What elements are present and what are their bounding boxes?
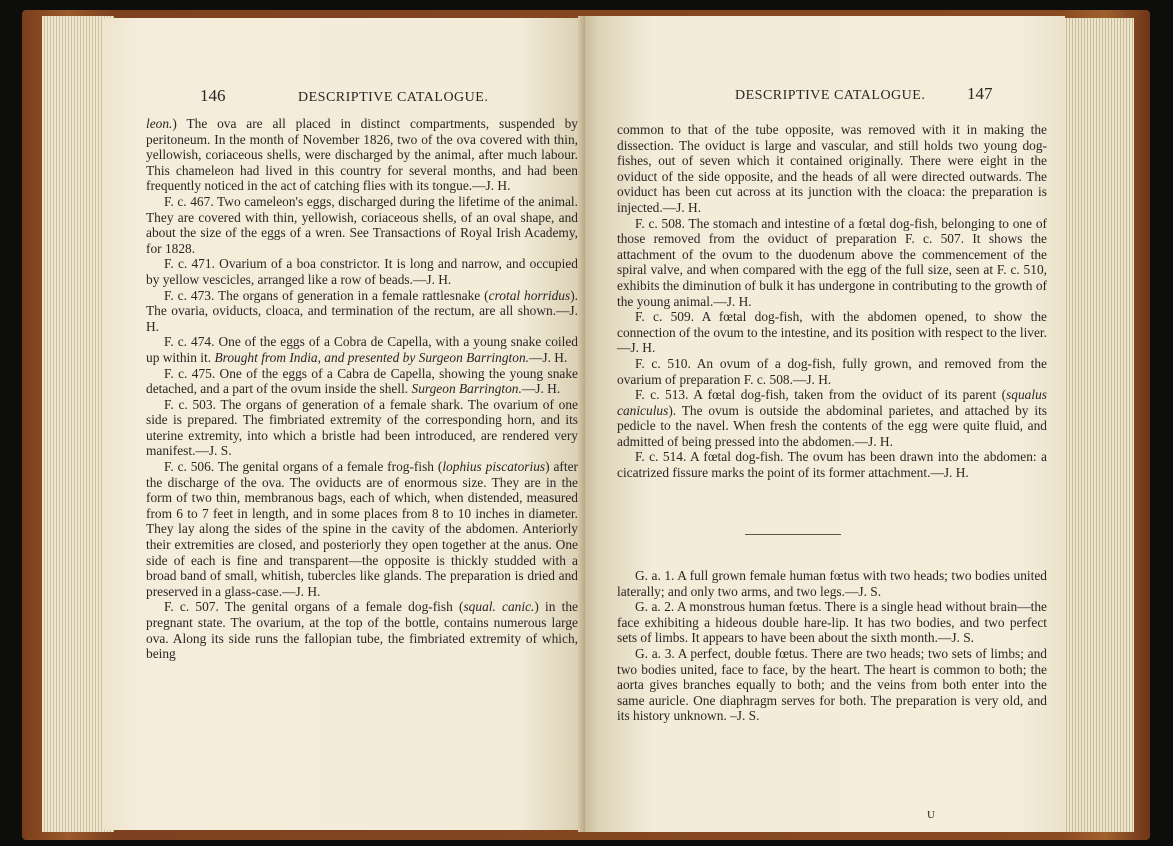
left-body-text xyxy=(146,116,578,662)
left-page xyxy=(104,18,590,830)
page-number: 146 xyxy=(200,86,226,105)
paragraph: G. a. 2. A monstrous human fœtus. There is a single head without brain—the face exhibiting a hideous double hare-lip. It has two bodies, and two perfect sets of limbs. It appears to have been about the sixth month.—J. S. xyxy=(617,599,1047,646)
paragraph: F. c. 506. The genital organs of a female frog-fish (lophius piscatorius) after the discharge of the ova. The oviducts are of enormous size. They are in the form of two thin, membranous bags, each of which, when distended, measured from 6 to 7 feet in length, and in some places from 8 to 10 inches in diameter. They lay along the sides of the spine in the cavity of the abdomen. Anteriorly their extremities are closed, and posteriorly they open together at the anus. One side of each is fine and transparent—the opposite is thickly studded with a broad band of small, whitish, tubercles like glands. The preparation is dried and preserved in a glass-case.—J. H. xyxy=(146,459,578,599)
paragraph: F. c. 474. One of the eggs of a Cobra de Capella, with a young snake coiled up within it. Brought from India, and presented by Surgeon Barrington.—J. H. xyxy=(146,334,578,365)
paragraph: F. c. 508. The stomach and intestine of a fœtal dog-fish, belonging to one of those removed from the oviduct of preparation F. c. 507. It shows the attachment of the ovum to the duodenum above the commencement of the spiral valve, and when compared with the egg of the full size, seen at F. c. 510, exhibits the diminution of bulk it has undergone in contributing to the growth of the young animal.—J. H. xyxy=(617,215,1047,309)
right-section-g-text xyxy=(617,568,1047,724)
running-header: DESCRIPTIVE CATALOGUE. xyxy=(298,90,489,105)
paragraph: F. c. 513. A fœtal dog-fish, taken from the oviduct of its parent (squalus caniculus). The ovum is outside the abdominal parietes, and attached by its pedicle to the navel. When fresh the contents of the egg were quite fluid, and admitted of being pressed into the abdomen.—J. H. xyxy=(617,387,1047,449)
paragraph: G. a. 1. A full grown female human fœtus with two heads; two bodies united laterally; and only two arms, and two legs.—J. S. xyxy=(617,568,1047,599)
paragraph: F. c. 514. A fœtal dog-fish. The ovum has been drawn into the abdomen: a cicatrized fissure marks the point of its former attachment.—J. H. xyxy=(617,449,1047,481)
paragraph: F. c. 510. An ovum of a dog-fish, fully grown, and removed from the ovarium of preparation F. c. 508.—J. H. xyxy=(617,355,1047,387)
right-page xyxy=(585,16,1065,832)
page-number: 147 xyxy=(967,84,993,103)
page-edges-right xyxy=(1058,18,1134,832)
section-divider xyxy=(745,534,841,535)
paragraph: F. c. 473. The organs of generation in a female rattlesnake (crotal horridus). The ovaria, oviducts, cloaca, and termination of the rectum, are all shown.—J. H. xyxy=(146,287,578,334)
paragraph: F. c. 507. The genital organs of a female dog-fish (squal. canic.) in the pregnant state. The ovarium, at the top of the bottle, contains numerous large ova. Along its side runs the fallopian tube, the fimbriated extremity of which, being xyxy=(146,599,578,662)
running-header: DESCRIPTIVE CATALOGUE. xyxy=(735,88,926,103)
paragraph: F. c. 471. Ovarium of a boa constrictor. It is long and narrow, and occupied by yellow vescicles, arranged like a row of beads.—J. H. xyxy=(146,256,578,287)
signature-mark: U xyxy=(927,809,935,821)
paragraph: F. c. 503. The organs of generation of a female shark. The ovarium of one side is prepared. The fimbriated extremity of the corresponding horn, and its uterine extremity, into which a bristle had been introduced, are rendered very manifest.—J. S. xyxy=(146,396,578,459)
paragraph: G. a. 3. A perfect, double fœtus. There are two heads; two sets of limbs; and two bodies united, face to face, by the heart. The heart is common to both; the aorta gives branches equally to both; and the veins from both enter into the same auricle. One diaphragm serves for both. The preparation is very old, and its history unknown. –J. S. xyxy=(617,645,1047,724)
paragraph: F. c. 475. One of the eggs of a Cabra de Capella, showing the young snake detached, and a part of the ovum inside the shell. Surgeon Barrington.—J. H. xyxy=(146,365,578,397)
right-body-text xyxy=(617,122,1047,481)
paragraph: F. c. 467. Two cameleon's eggs, discharged during the lifetime of the animal. They are covered with thin, yellowish, coriaceous shells, of an oval shape, and about the size of the eggs of a wren. See Transactions of Royal Irish Academy, for 1828. xyxy=(146,193,578,256)
paragraph: leon.) The ova are all placed in distinct compartments, suspended by peritoneum. In the month of November 1826, two of the ova covered with thin, yellowish, coriaceous shells, were discharged by the animal, after much labour. This chameleon had lived in this country for several months, and had been frequently noticed in the act of catching flies with its tongue.—J. H. xyxy=(146,116,578,194)
paragraph: common to that of the tube opposite, was removed with it in making the dissection. The oviduct is large and vascular, and still holds two young dog-fishes, out of seven which it contained originally. There were eight in the oviduct of the side opposite, and the heads of all were directed outwards. The oviduct has been cut across at its junction with the cloaca: the preparation is injected.—J. H. xyxy=(617,122,1047,215)
paragraph: F. c. 509. A fœtal dog-fish, with the abdomen opened, to show the connection of the ovum to the intestine, and its position with respect to the liver.—J. H. xyxy=(617,309,1047,356)
